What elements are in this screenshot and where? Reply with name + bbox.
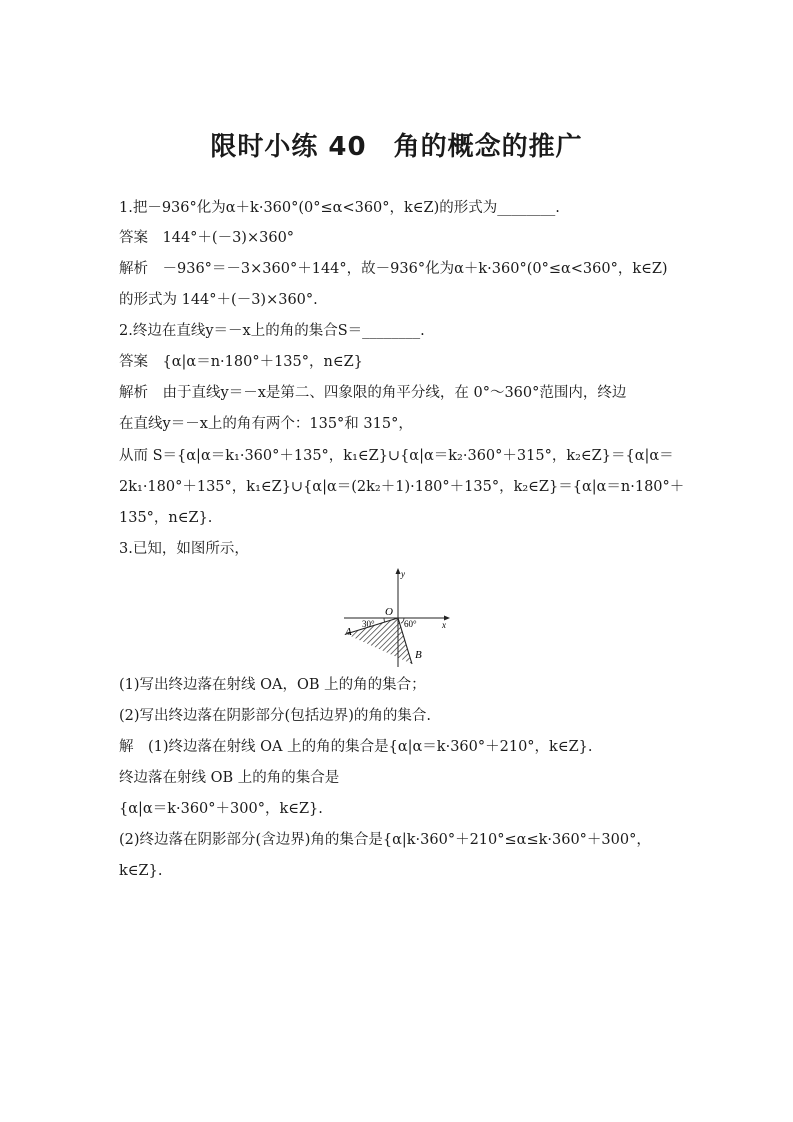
solution-3-line-3: {α|α＝k·360°＋300°，k∈Z}. bbox=[119, 801, 323, 817]
analysis-2-line-4: 2k₁·180°＋135°，k₁∈Z}∪{α|α＝(2k₂＋1)·180°＋135°，k₂∈Z}＝{α|α＝n·180°＋ bbox=[119, 479, 685, 495]
angle-a-label: 30° bbox=[362, 619, 375, 629]
question-3-part-1: (1)写出终边落在射线 OA，OB 上的角的集合； bbox=[119, 677, 426, 693]
analysis-2-line-5: 135°，n∈Z}. bbox=[119, 510, 213, 526]
angle-a-arc bbox=[384, 618, 385, 622]
angle-b-label: 60° bbox=[404, 619, 417, 629]
y-axis-label: y bbox=[401, 569, 405, 579]
analysis-2-line-3: 从而 S＝{α|α＝k₁·360°＋135°，k₁∈Z}∪{α|α＝k₂·360°＋315°，k₂∈Z}＝{α|α＝ bbox=[119, 448, 674, 464]
analysis-2-line-2: 在直线y＝－x上的角有两个：135°和 315°， bbox=[119, 416, 413, 432]
answer-2: 答案 {α|α＝n·180°＋135°，n∈Z} bbox=[119, 354, 363, 370]
solution-3-line-4: (2)终边落在阴影部分(含边界)角的集合是{α|k·360°＋210°≤α≤k·360°＋300°， bbox=[119, 832, 651, 848]
origin-label: O bbox=[385, 606, 393, 618]
x-axis-label: x bbox=[442, 620, 446, 630]
page-title: 限时小练 40 角的概念的推广 bbox=[210, 132, 583, 162]
question-2: 2.终边在直线y＝－x上的角的集合S＝________. bbox=[119, 323, 425, 339]
solution-3-line-2: 终边落在射线 OB 上的角的集合是 bbox=[119, 770, 340, 786]
solution-3-line-5: k∈Z}. bbox=[119, 863, 163, 879]
question-3: 3.已知，如图所示， bbox=[119, 541, 249, 557]
shaded-region bbox=[346, 618, 412, 664]
analysis-2-line-1: 解析 由于直线y＝－x是第二、四象限的角平分线，在 0°～360°范围内，终边 bbox=[119, 385, 627, 401]
analysis-1-line-1: 解析 －936°＝－3×360°＋144°，故－936°化为α＋k·360°(0°≤α<360°，k∈Z) bbox=[119, 261, 668, 277]
angle-figure bbox=[338, 565, 456, 669]
y-axis-arrow bbox=[396, 568, 401, 574]
question-3-part-2: (2)写出终边落在阴影部分(包括边界)的角的集合. bbox=[119, 708, 431, 724]
analysis-1-line-2: 的形式为 144°＋(－3)×360°. bbox=[119, 292, 318, 308]
answer-1: 答案 144°＋(－3)×360° bbox=[119, 230, 295, 246]
solution-3-line-1: 解 (1)终边落在射线 OA 上的角的集合是{α|α＝k·360°＋210°，k∈Z}. bbox=[119, 739, 593, 755]
point-a-label: A bbox=[345, 626, 352, 638]
question-1: 1.把－936°化为α＋k·360°(0°≤α<360°，k∈Z)的形式为________. bbox=[119, 200, 560, 216]
point-b-label: B bbox=[415, 649, 422, 661]
